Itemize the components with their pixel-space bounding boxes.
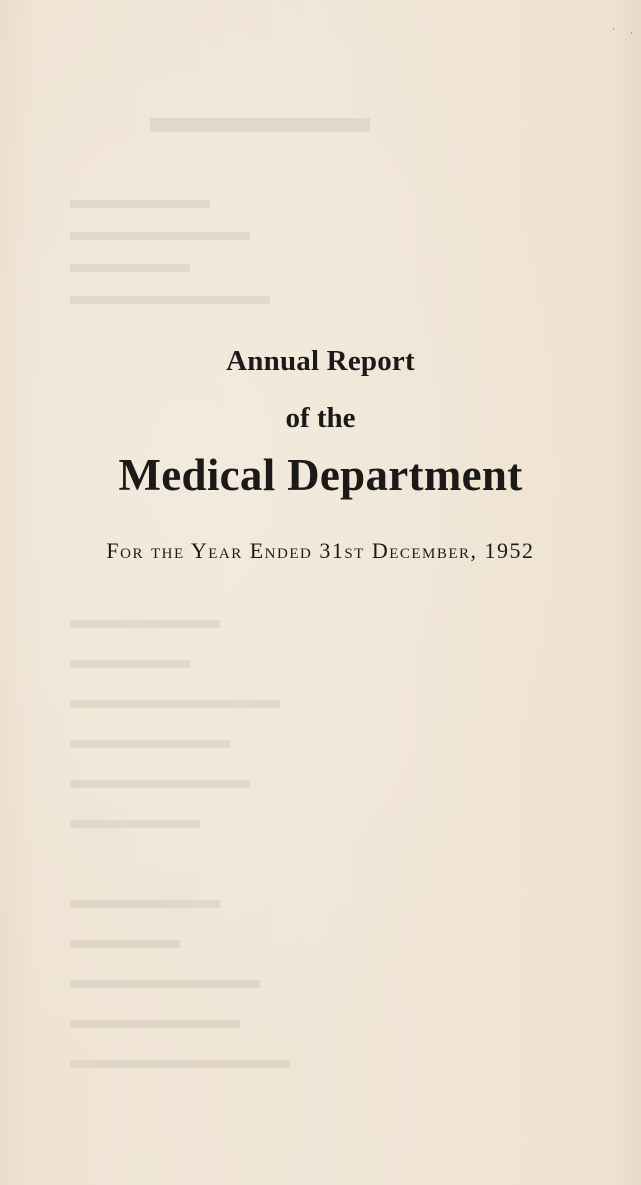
paper-speck: ·: [612, 24, 615, 34]
paper-speck: ·: [630, 28, 633, 38]
title-medical-department: Medical Department: [118, 450, 523, 500]
title-annual-report: Annual Report: [226, 345, 415, 377]
subtitle-year-ended: For the Year Ended 31st December, 1952: [106, 538, 535, 563]
title-of-the: of the: [285, 402, 356, 434]
